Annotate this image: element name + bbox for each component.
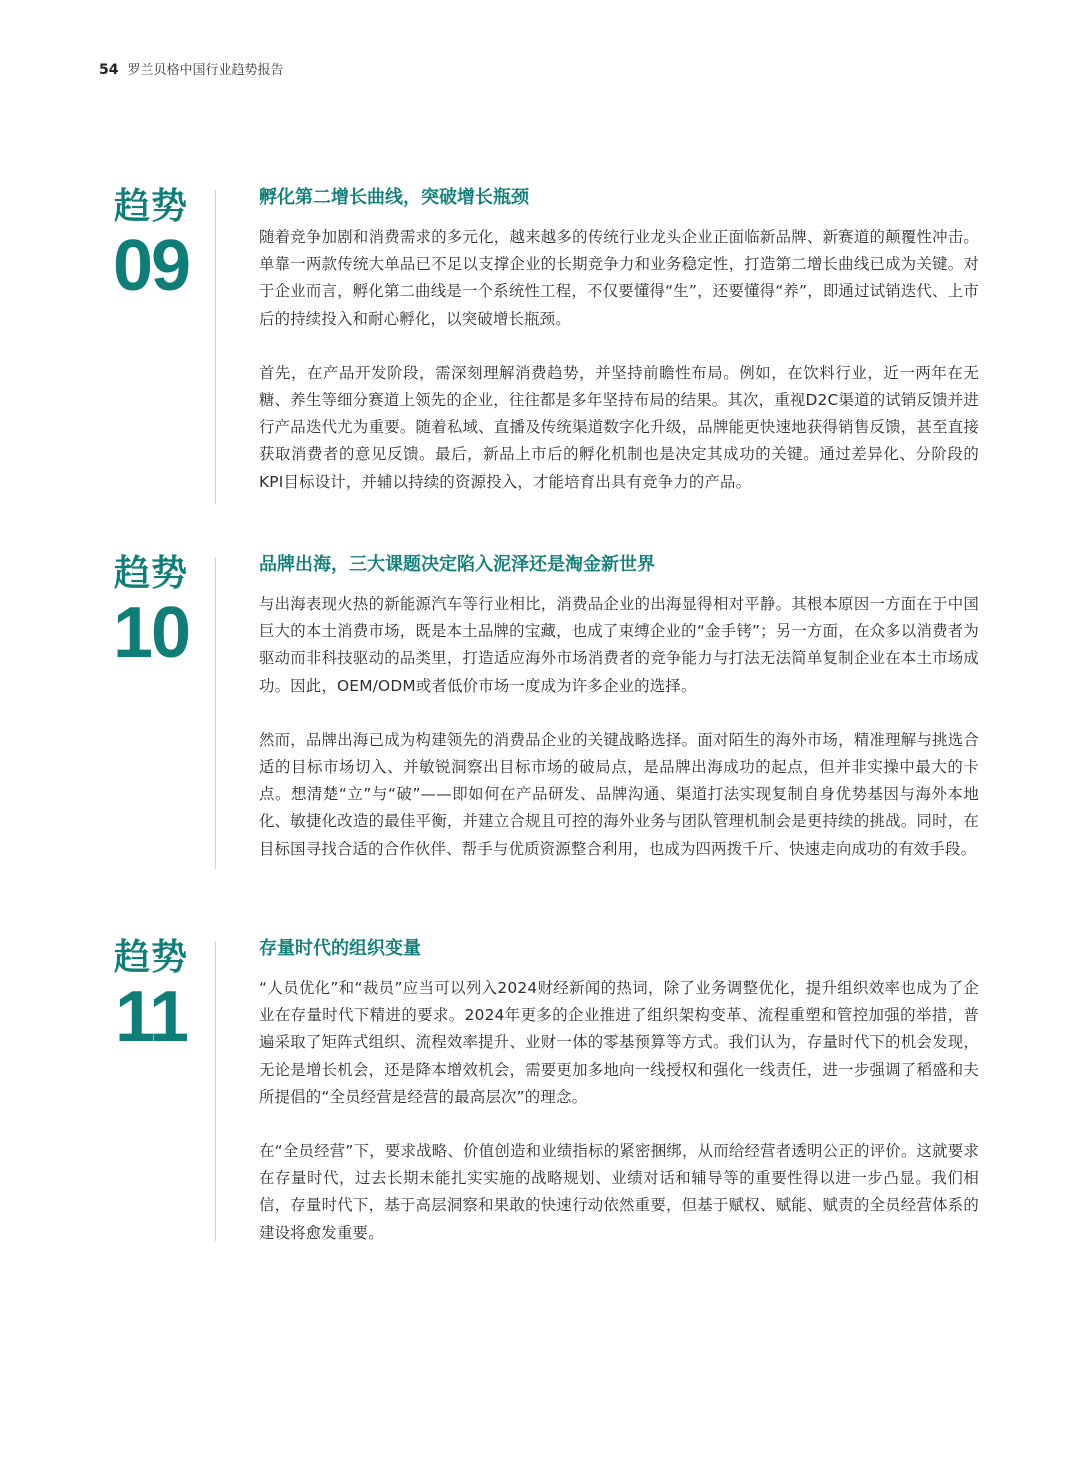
trend-number: 11 bbox=[114, 977, 188, 1057]
trend-label bbox=[101, 553, 201, 673]
section-divider bbox=[215, 190, 216, 504]
trend-label bbox=[101, 937, 201, 1057]
trend-number: 09 bbox=[112, 226, 190, 306]
paragraph: “人员优化”和“裁员”应当可以列入2024财经新闻的热词，除了业务调整优化，提升组织效率也成为了企业在存量时代下精进的要求。2024年更多的企业推进了组织架构变革、流程重塑和管控加强的举措，普遍采取了矩阵式组织、流程效率提升、业财一体的零基预算等方式。我们认为，存量时代下的机会发现，无论是增长机会，还是降本增效机会，需要更加多地向一线授权和强化一线责任，进一步强调了稻盛和夫所提倡的“全员经营是经营的最高层次”的理念。 bbox=[259, 979, 979, 1106]
trend-word: 趋势 bbox=[113, 186, 188, 227]
paragraph: 随着竞争加剧和消费需求的多元化，越来越多的传统行业龙头企业正面临新品牌、新赛道的颠覆性冲击。单靠一两款传统大单品已不足以支撑企业的长期竞争力和业务稳定性，打造第二增长曲线已成为关键。对于企业而言，孵化第二曲线是一个系统性工程，不仅要懂得“生”，还要懂得“养”，即通过试销迭代、上市后的持续投入和耐心孵化，以突破增长瓶颈。 bbox=[259, 228, 979, 328]
report-title: 罗兰贝格中国行业趋势报告 bbox=[127, 63, 284, 78]
page-header bbox=[99, 59, 284, 78]
trend-word: 趋势 bbox=[113, 937, 188, 978]
section-divider bbox=[215, 941, 216, 1241]
trend-word: 趋势 bbox=[113, 553, 188, 594]
section-heading: 存量时代的组织变量 bbox=[259, 938, 421, 959]
section-heading: 孵化第二增长曲线，突破增长瓶颈 bbox=[259, 187, 529, 208]
trend-label bbox=[101, 186, 201, 306]
paragraph: 在“全员经营”下，要求战略、价值创造和业绩指标的紧密捆绑，从而给经营者透明公正的评价。这就要求在存量时代，过去长期未能扎实实施的战略规划、业绩对话和辅导等的重要性得以进一步凸显。我们相信，存量时代下，基于高层洞察和果敢的快速行动依然重要，但基于赋权、赋能、赋责的全员经营体系的建设将愈发重要。 bbox=[259, 1142, 979, 1242]
paragraph: 首先，在产品开发阶段，需深刻理解消费趋势，并坚持前瞻性布局。例如，在饮料行业，近一两年在无糖、养生等细分赛道上领先的企业，往往都是多年坚持布局的结果。其次，重视D2C渠道的试销反馈并进行产品迭代尤为重要。随着私域、直播及传统渠道数字化升级，品牌能更快速地获得销售反馈，甚至直接获取消费者的意见反馈。最后，新品上市后的孵化机制也是决定其成功的关键。通过差异化、分阶段的KPI目标设计，并辅以持续的资源投入，才能培育出具有竞争力的产品。 bbox=[259, 363, 979, 491]
section-divider bbox=[215, 557, 216, 869]
page-number: 54 bbox=[99, 62, 119, 78]
paragraph: 与出海表现火热的新能源汽车等行业相比，消费品企业的出海显得相对平静。其根本原因一方面在于中国巨大的本土消费市场，既是本土品牌的宝藏，也成了束缚企业的“金手铐”；另一方面，在众多以消费者为驱动而非科技驱动的品类里，打造适应海外市场消费者的竞争能力与打法无法简单复制企业在本土市场成功。因此，OEM/ODM或者低价市场一度成为许多企业的选择。 bbox=[259, 595, 979, 695]
section-content bbox=[259, 186, 979, 496]
section-heading: 品牌出海，三大课题决定陷入泥泽还是淘金新世界 bbox=[259, 554, 655, 575]
paragraph: 然而，品牌出海已成为构建领先的消费品企业的关键战略选择。面对陌生的海外市场，精准理解与挑选合适的目标市场切入、并敏锐洞察出目标市场的破局点，是品牌出海成功的起点，但并非实操中最大的卡点。想清楚“立”与“破”——即如何在产品研发、品牌沟通、渠道打法实现复制自身优势基因与海外本地化、敏捷化改造的最佳平衡，并建立合规且可控的海外业务与团队管理机制会是更持续的挑战。同时，在目标国寻找合适的合作伙伴、帮手与优质资源整合利用，也成为四两拨千斤、快速走向成功的有效手段。 bbox=[259, 730, 979, 858]
section-content bbox=[259, 553, 979, 863]
section-content bbox=[259, 937, 979, 1247]
trend-number: 10 bbox=[112, 593, 190, 673]
